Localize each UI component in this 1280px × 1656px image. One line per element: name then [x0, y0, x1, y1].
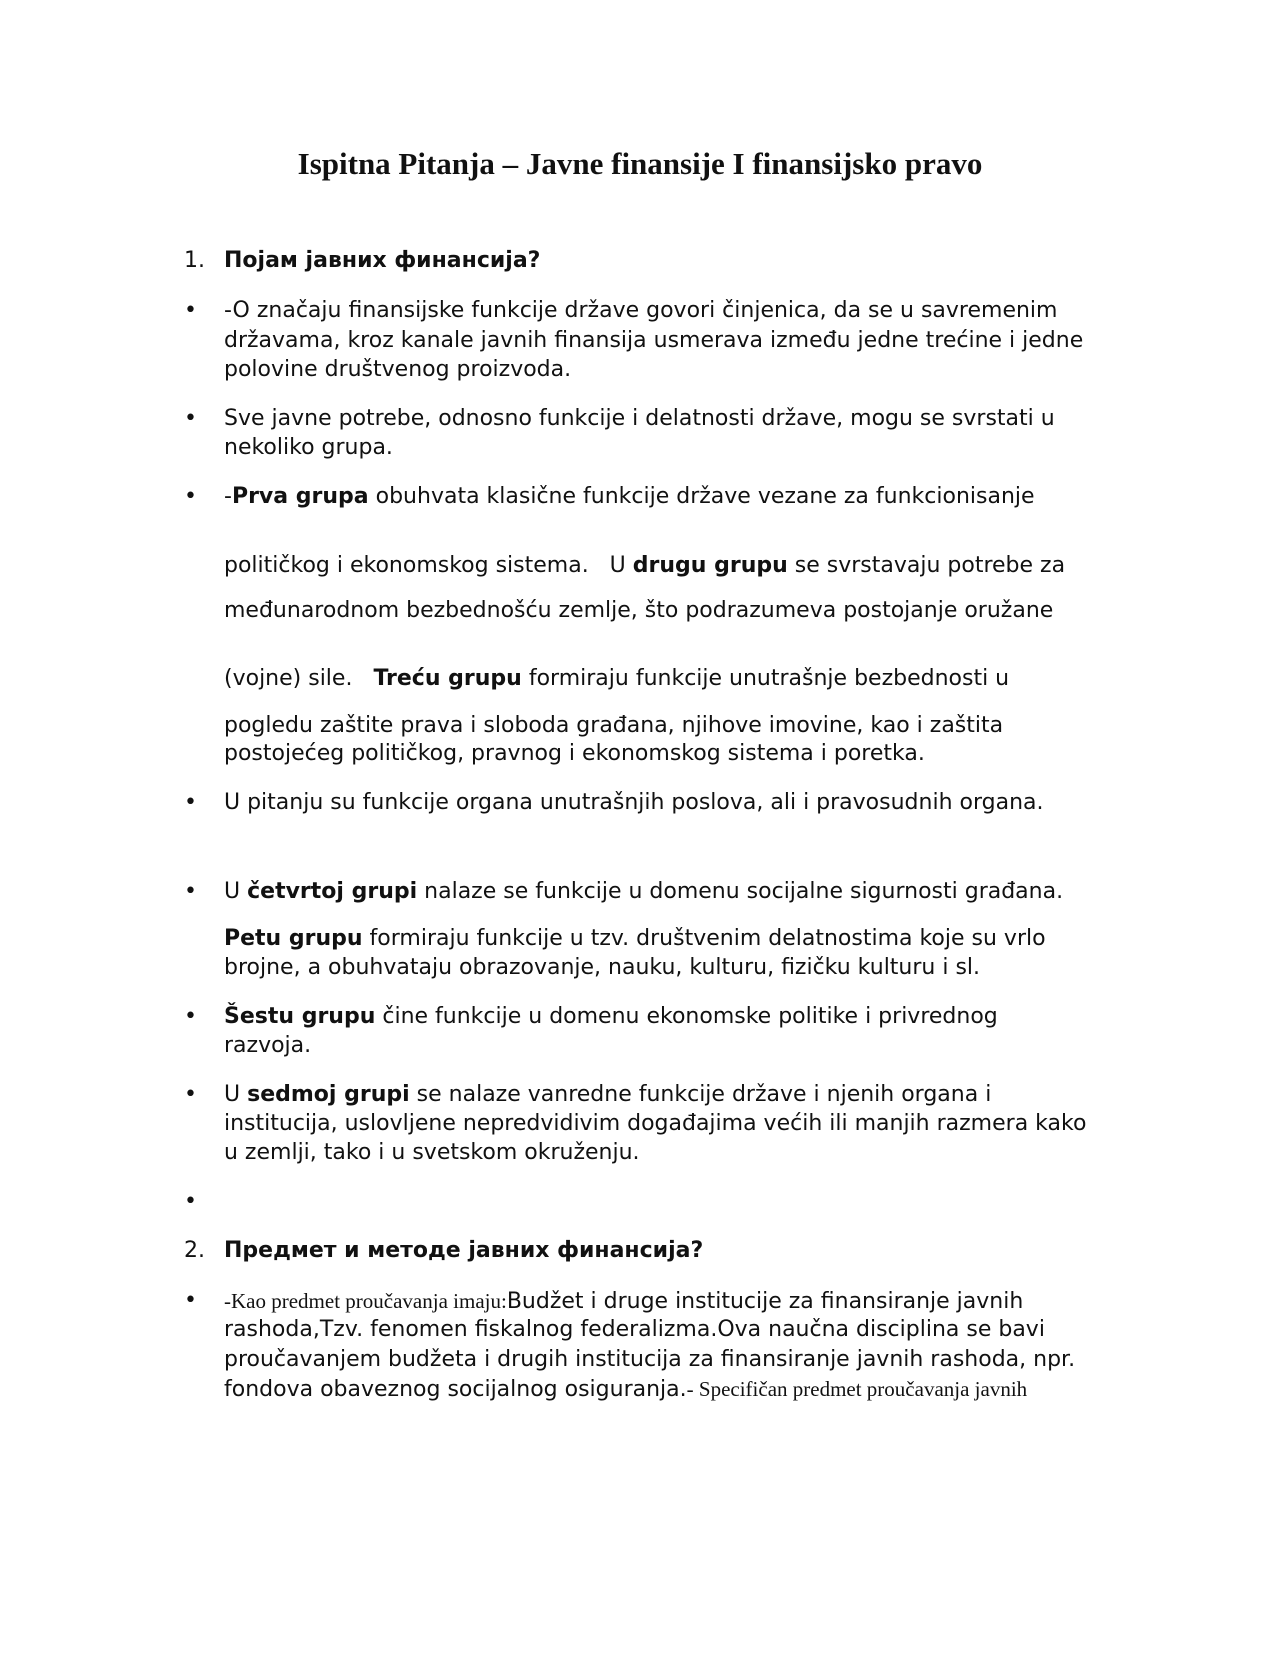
q1-p3-line-4: (vojne) sile. Treću grupu formiraju funkcije unutrašnje bezbednosti u: [224, 666, 1010, 691]
q1-p6-line-2: brojne, a obuhvataju obrazovanje, nauku, kulturu, fizičku kulturu i sl.: [224, 955, 981, 980]
q1-p8-line-2: institucija, uslovljene nepredvidivim događajima većih ili manjih razmera kako: [224, 1111, 1087, 1136]
q2-p1-line-4: fondova obaveznog socijalnog osiguranja.- Specifičan predmet proučavanja javnih: [224, 1377, 1028, 1402]
q1-p6-line-1: Petu grupu formiraju funkcije u tzv. društvenim delatnostima koje su vrlo: [224, 926, 1046, 951]
bullet-icon: •: [184, 484, 197, 509]
bullet-icon: •: [184, 1082, 197, 1107]
q1-p2-line-2: nekoliko grupa.: [224, 435, 393, 460]
q1-p3-line-2: političkog i ekonomskog sistema. U drugu grupu se svrstavaju potrebe za: [224, 553, 1066, 578]
q1-p8-line-1: U sedmoj grupi se nalaze vanredne funkcije države i njenih organa i: [224, 1082, 992, 1107]
q1-p7-line-1: Šestu grupu čine funkcije u domenu ekonomske politike i privrednog: [224, 1004, 998, 1029]
q1-p4-line-1: U pitanju su funkcije organa unutrašnjih poslova, ali i pravosudnih organa.: [224, 790, 1044, 815]
bullet-icon: •: [184, 790, 197, 815]
q1-p3-line-5: pogledu zaštite prava i sloboda građana, njihove imovine, kao i zaštita: [224, 713, 1004, 738]
q1-p3-line-1: -Prva grupa obuhvata klasične funkcije države vezane za funkcionisanje: [224, 484, 1035, 509]
q1-p1-line-1: -O značaju finansijske funkcije države govori činjenica, da se u savremenim: [224, 298, 1058, 323]
bullet-icon: •: [184, 879, 197, 904]
q1-p1-line-3: polovine društvenog proizvoda.: [224, 357, 572, 382]
question-1-heading: Појам јавних финансија?: [224, 248, 541, 273]
q2-p1-line-3: proučavanjem budžeta i drugih institucija za finansiranje javnih rashoda, npr.: [224, 1347, 1076, 1372]
q2-p1-line-2: rashoda,Tzv. fenomen fiskalnog federalizma.Ova naučna disciplina se bavi: [224, 1317, 1045, 1342]
q1-p3-line-6: postojećeg političkog, pravnog i ekonomskog sistema i poretka.: [224, 741, 925, 766]
question-1-number: 1.: [184, 248, 205, 273]
bullet-icon: •: [184, 1004, 197, 1029]
q1-p5-line-1: U četvrtoj grupi nalaze se funkcije u domenu socijalne sigurnosti građana.: [224, 879, 1064, 904]
q2-p1-line-1: -Kao predmet proučavanja imaju:Budžet i druge institucije za finansiranje javnih: [224, 1289, 1024, 1314]
bullet-icon: •: [184, 1288, 197, 1313]
q1-p3-line-3: međunarodnom bezbednošću zemlje, što podrazumeva postojanje oružane: [224, 598, 1054, 623]
q1-p1-line-2: državama, kroz kanale javnih finansija usmerava između jedne trećine i jedne: [224, 328, 1084, 353]
question-2-number: 2.: [184, 1238, 205, 1263]
document-title: Ispitna Pitanja – Javne finansije I finansijsko pravo: [297, 146, 983, 181]
bullet-icon: •: [184, 1189, 197, 1214]
q1-p2-line-1: Sve javne potrebe, odnosno funkcije i delatnosti države, mogu se svrstati u: [224, 406, 1055, 431]
q1-p7-line-2: razvoja.: [224, 1033, 312, 1058]
q1-p8-line-3: u zemlji, tako i u svetskom okruženju.: [224, 1140, 640, 1165]
question-2-heading: Предмет и методе јавних финансија?: [224, 1238, 704, 1263]
bullet-icon: •: [184, 298, 197, 323]
bullet-icon: •: [184, 406, 197, 431]
